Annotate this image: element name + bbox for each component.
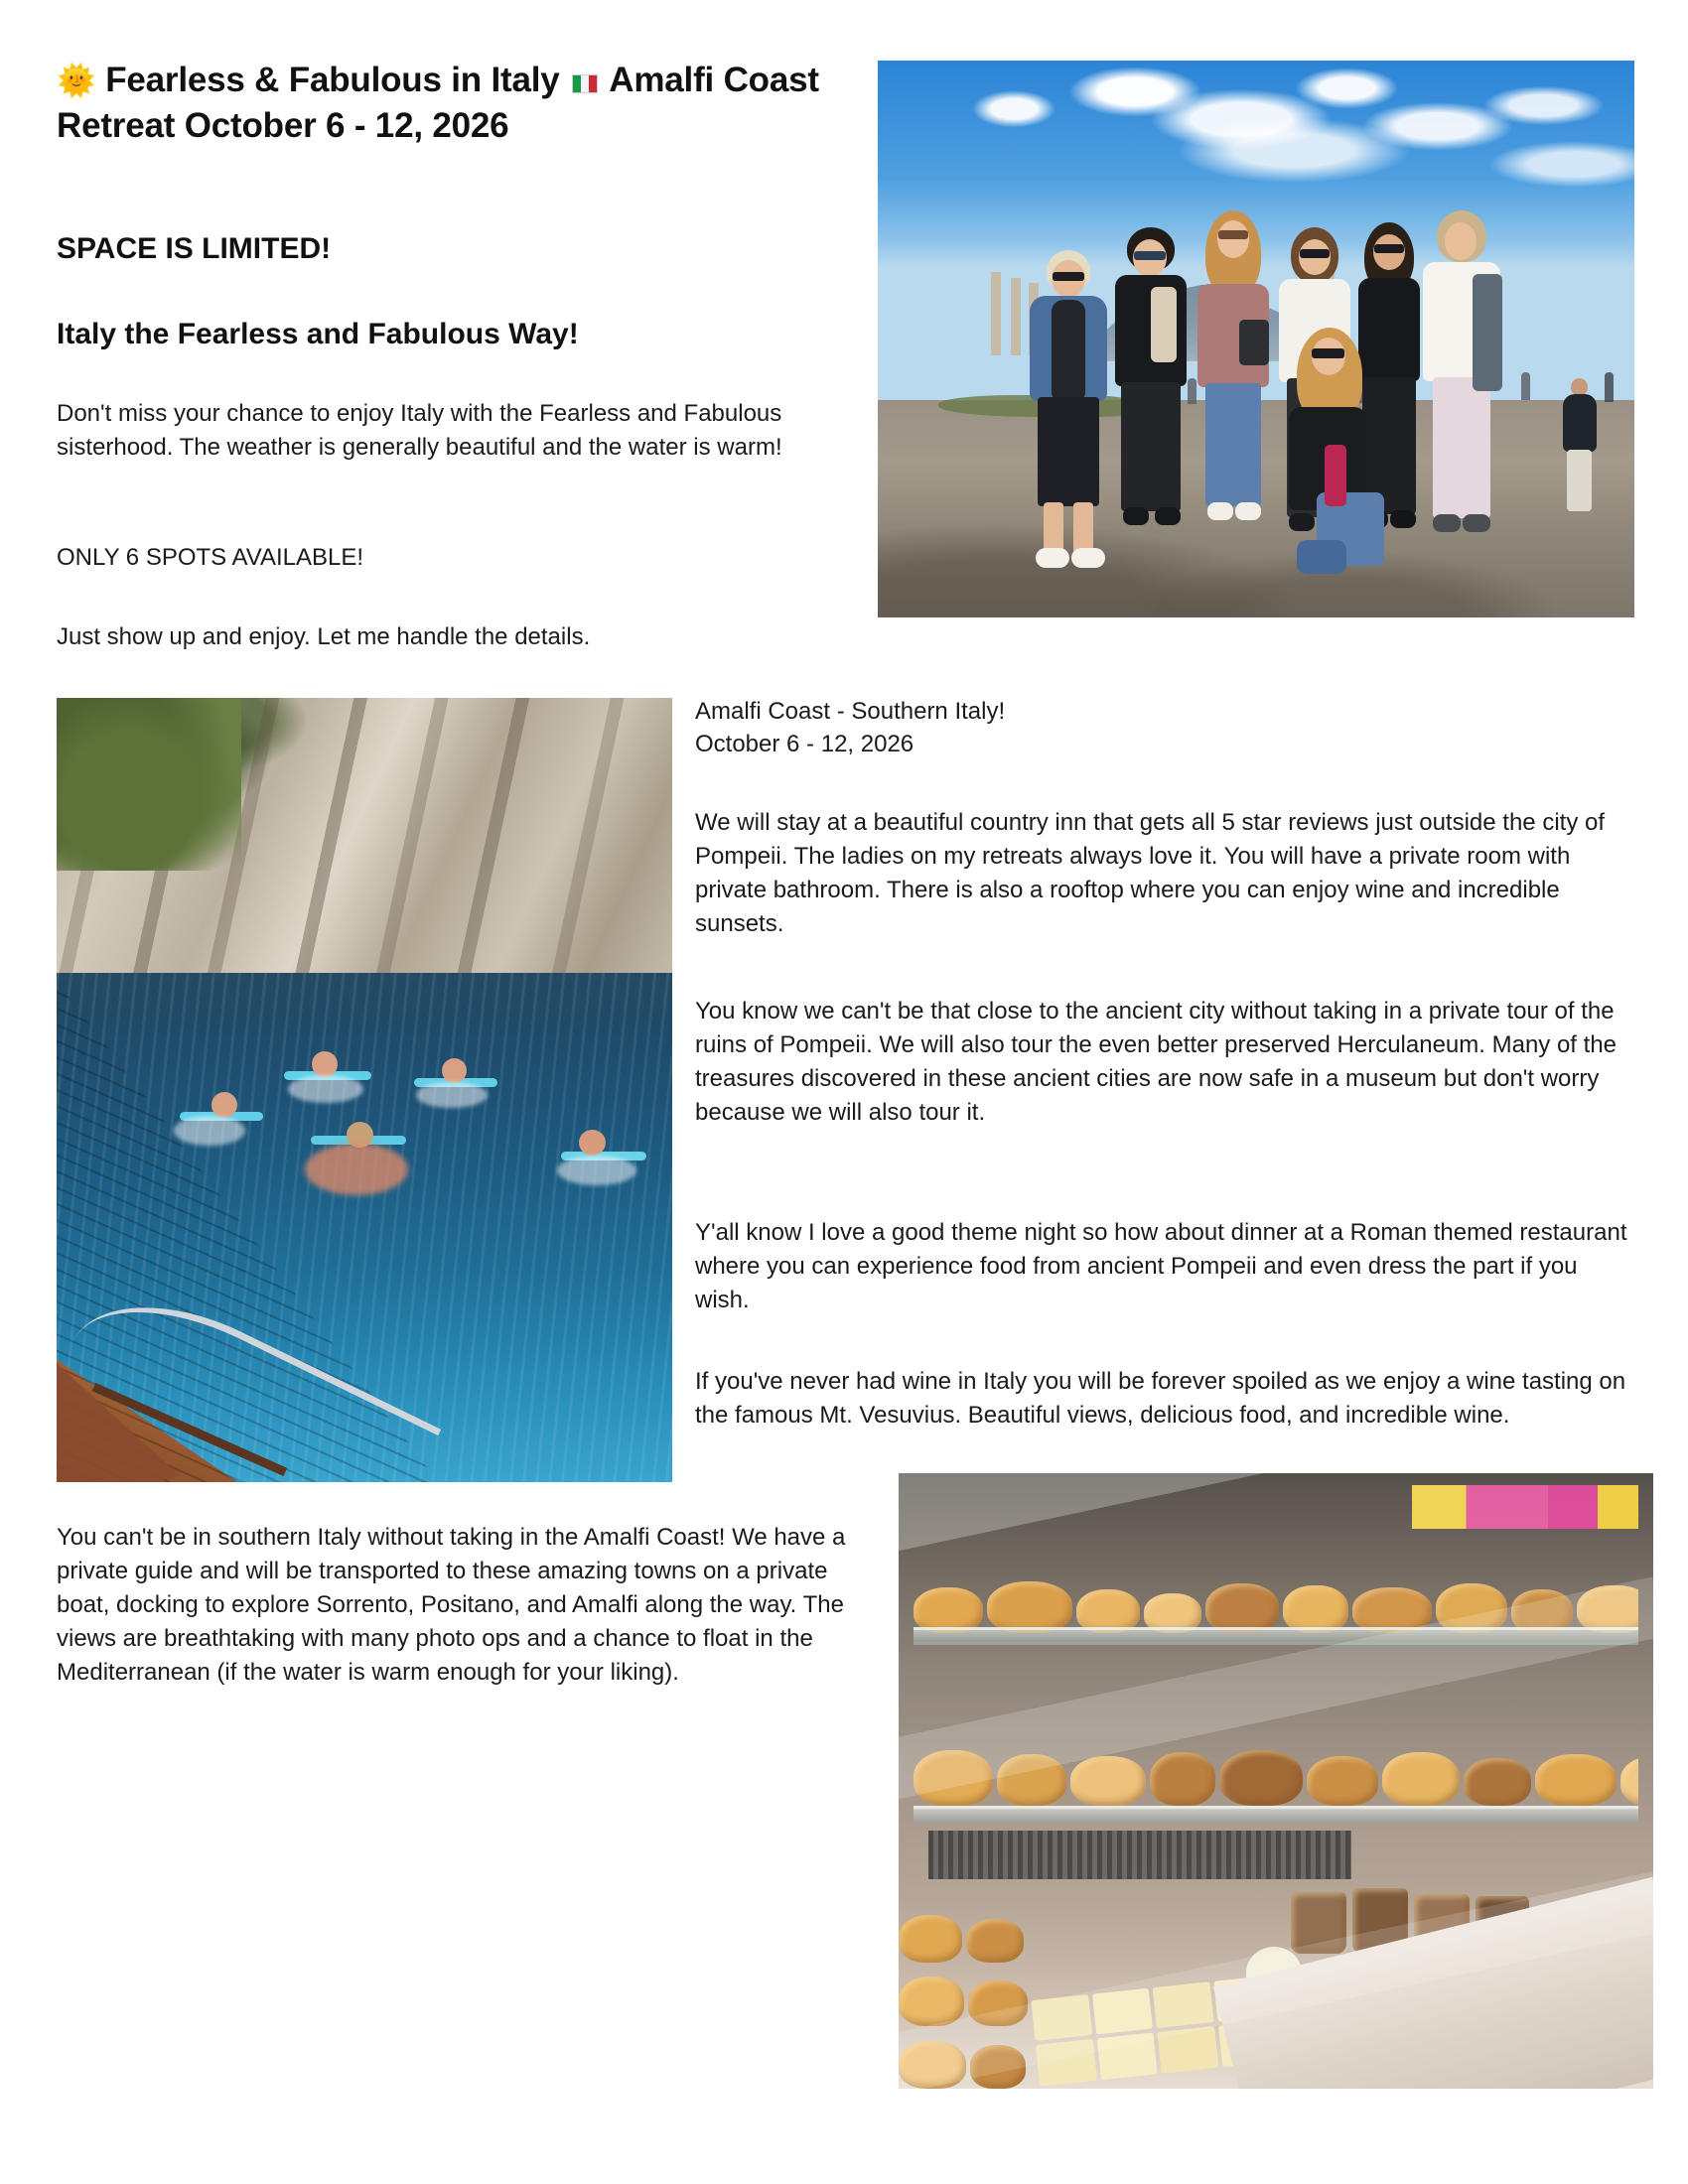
person-shoe <box>1071 548 1105 568</box>
pastry <box>1150 1752 1215 1806</box>
person-in-group <box>1415 210 1508 558</box>
distant-person <box>1605 372 1614 402</box>
person-in-group <box>1022 250 1115 578</box>
crossbody-bag <box>1151 287 1177 362</box>
distant-person <box>1521 372 1530 400</box>
pastry <box>970 2045 1026 2089</box>
person-leg <box>1073 502 1093 554</box>
pastry <box>966 1919 1024 1963</box>
paragraph-wine-tasting-text: If you've never had wine in Italy you will be forever spoiled as we enjoy a wine tasting on the famous Mt. Vesuvius. Beautiful views, delicious food, and incredible wine. <box>695 1368 1626 1430</box>
paragraph-amalfi-coast <box>57 1521 881 1690</box>
paragraph-only-6-spots <box>57 541 811 575</box>
paragraph-dont-miss <box>57 397 851 465</box>
chocolate-cup-dessert <box>1291 1892 1346 1954</box>
water-splash <box>288 1075 363 1103</box>
page-title-part2: Amalfi Coast Retreat October 6 - 12, 2026 <box>57 61 819 145</box>
sunglasses-icon <box>1218 230 1248 239</box>
photo-group-at-pompeii <box>878 61 1634 617</box>
person-in-group <box>1105 227 1196 575</box>
italy-flag-icon <box>572 74 598 93</box>
shoulder-bag <box>1239 320 1269 365</box>
person-shoe <box>1463 514 1490 532</box>
sun-icon: 🌞 <box>57 63 96 98</box>
person-pants <box>1433 377 1490 518</box>
sunglasses-icon <box>1053 272 1084 281</box>
bakery-signage <box>1412 1485 1638 1528</box>
heading-italy-the-way-text: Italy the Fearless and Fabulous Way! <box>57 318 579 350</box>
pastry <box>1436 1583 1507 1633</box>
pastry-tray-lower-left <box>899 1904 1064 2089</box>
page-title <box>57 58 831 148</box>
photo-swimmers-amalfi-coast <box>57 698 672 1482</box>
person-shoe <box>1390 510 1416 528</box>
person-shoe <box>1207 502 1233 520</box>
sunglasses-icon <box>1134 251 1166 260</box>
pastry <box>997 1754 1066 1806</box>
swimmer <box>180 1090 271 1148</box>
swimmer-head <box>211 1092 237 1118</box>
pastry <box>1535 1754 1617 1806</box>
paragraph-ruins-tour-text: You know we can't be that close to the ancient city without taking in a private tour of the ruins of Pompeii. We will also tour the even better preserved Herculaneum. Many of the treasures discovered in these ancient cities are now safe in a museum but don't worry because we will also tour it. <box>695 998 1618 1127</box>
paragraph-amalfi-coast-text: You can't be in southern Italy without taking in the Amalfi Coast! We have a private guide and will be transported to these amazing towns on a private boat, docking to explore Sorrento, Positano, and Amalfi along the way. The views are breathtaking with many photo ops and a chance to float in the Mediterranean (if the water is warm enough for your liking). <box>57 1524 846 1687</box>
pastry <box>987 1581 1072 1633</box>
pastry <box>1577 1585 1638 1633</box>
right-column-location-text: Amalfi Coast - Southern Italy! <box>695 698 1006 725</box>
pastry-chocolate <box>1464 1758 1531 1806</box>
case-vent-grille <box>928 1831 1351 1880</box>
water-splash <box>174 1116 245 1146</box>
person-shoe <box>1123 507 1149 525</box>
pastry <box>914 1750 993 1806</box>
pastry <box>1283 1585 1348 1633</box>
water-splash <box>416 1082 488 1108</box>
crossbody-bag <box>1325 445 1346 506</box>
swimmer-head <box>442 1058 467 1083</box>
person-shoe <box>1235 502 1261 520</box>
paragraph-wine-tasting <box>695 1365 1628 1433</box>
person-skirt <box>1038 397 1099 506</box>
swimmer <box>309 1122 418 1201</box>
right-column-date-text: October 6 - 12, 2026 <box>695 731 914 758</box>
paragraph-theme-night <box>695 1216 1628 1317</box>
sunglasses-icon <box>1312 348 1344 358</box>
pastry <box>1070 1756 1146 1806</box>
person-shirt <box>1052 300 1085 399</box>
swimmer-head <box>579 1130 606 1156</box>
person-shoe <box>1036 548 1069 568</box>
swimmer <box>284 1051 379 1109</box>
right-column-location <box>695 695 1628 760</box>
person-leg <box>1044 502 1063 554</box>
person-torso <box>1563 394 1597 452</box>
photo-italian-bakery-case <box>899 1473 1653 2089</box>
heading-space-is-limited <box>57 230 772 268</box>
paragraph-country-inn <box>695 806 1628 941</box>
glass-shelf-middle <box>914 1806 1638 1822</box>
paragraph-just-show-up <box>57 620 811 654</box>
person-in-group <box>1188 210 1279 538</box>
pastry <box>899 1915 962 1963</box>
pastry-tray-top <box>914 1529 1638 1633</box>
paragraph-dont-miss-text: Don't miss your chance to enjoy Italy with the Fearless and Fabulous sisterhood. The weather is generally beautiful and the water is warm! <box>57 400 782 462</box>
swimmer <box>561 1130 652 1187</box>
paragraph-country-inn-text: We will stay at a beautiful country inn that gets all 5 star reviews just outside the city of Pompeii. The ladies on my retreats always love it. You will have a private room with private bathroom. There is also a rooftop where you can enjoy wine and incredible sunsets. <box>695 809 1605 938</box>
pastry <box>899 1977 964 2026</box>
person-shoe <box>1433 514 1461 532</box>
paragraph-ruins-tour <box>695 995 1653 1130</box>
person-shoe <box>1155 507 1181 525</box>
pastry-chocolate <box>1219 1750 1303 1806</box>
cliff-vegetation <box>57 698 241 871</box>
sunglasses-icon <box>1374 244 1404 253</box>
ruin-column <box>991 272 1001 355</box>
pastry <box>1620 1756 1638 1806</box>
person-kneeling <box>1279 328 1388 586</box>
person-jeans <box>1297 540 1346 574</box>
pastry <box>1307 1756 1378 1806</box>
glass-shelf-top <box>914 1627 1638 1645</box>
page-title-part1: Fearless & Fabulous in Italy <box>105 61 560 99</box>
paragraph-theme-night-text: Y'all know I love a good theme night so how about dinner at a Roman themed restaurant where you can experience food from ancient Pompeii and even dress the part if you wish. <box>695 1219 1627 1314</box>
pastry <box>968 1980 1028 2026</box>
paragraph-just-show-up-text: Just show up and enjoy. Let me handle the details. <box>57 623 591 650</box>
chocolate-chip-cake-slice <box>1091 1987 1153 2034</box>
ruin-column <box>1011 278 1021 356</box>
pastry <box>899 2041 966 2089</box>
chocolate-chip-cake-slice <box>1096 2032 1158 2079</box>
backpack <box>1473 274 1502 391</box>
heading-space-is-limited-text: SPACE IS LIMITED! <box>57 232 332 265</box>
pastry <box>1205 1583 1279 1633</box>
person-jeans <box>1205 383 1261 506</box>
swimmer-body-underwater <box>305 1144 408 1195</box>
paragraph-only-6-spots-text: ONLY 6 SPOTS AVAILABLE! <box>57 544 364 571</box>
person-legs <box>1567 450 1592 511</box>
water-splash <box>557 1156 636 1185</box>
swimmer-head <box>312 1051 338 1077</box>
sunglasses-icon <box>1300 249 1330 258</box>
swimmer <box>414 1058 505 1114</box>
person-walking <box>1559 378 1605 547</box>
person-pants <box>1121 382 1181 511</box>
heading-italy-the-way <box>57 316 811 353</box>
chocolate-chip-cake-slice <box>1157 2026 1218 2073</box>
page-title-text <box>57 58 831 148</box>
pastry-tray-middle <box>914 1695 1638 1806</box>
chocolate-chip-cake-slice <box>1153 1981 1214 2028</box>
pastry <box>1382 1752 1460 1806</box>
